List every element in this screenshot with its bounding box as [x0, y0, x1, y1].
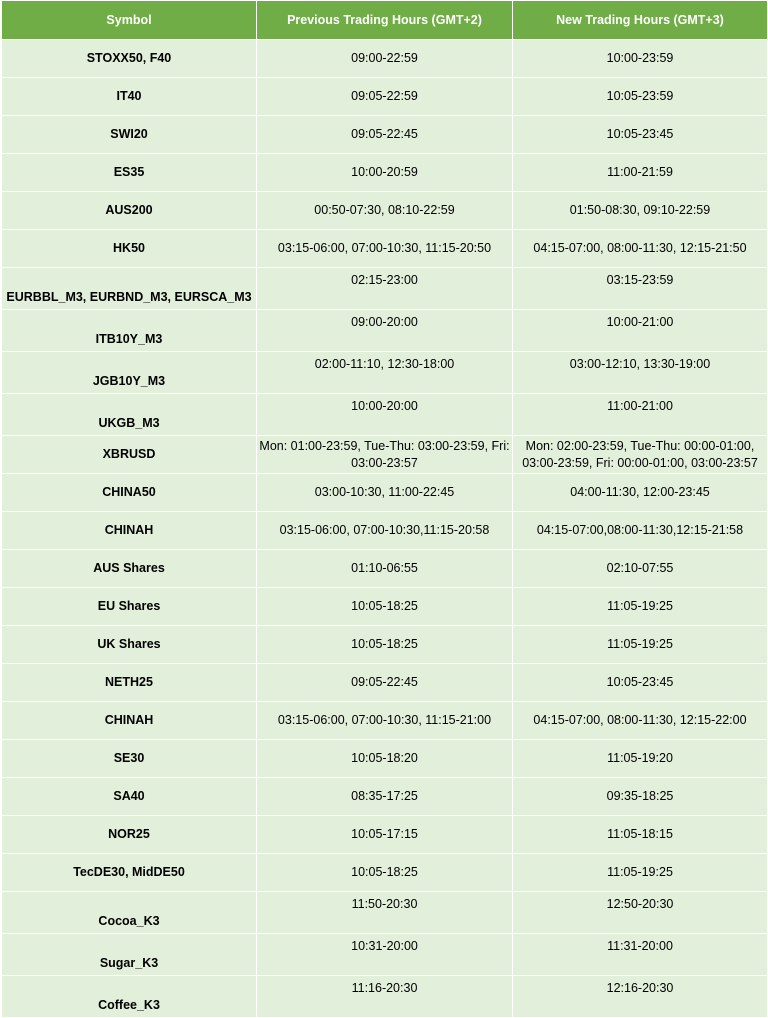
table-row: [2, 116, 768, 154]
symbol-cell: CHINA50: [2, 474, 257, 512]
previous-hours-cell: 10:00-20:00: [257, 394, 513, 436]
new-hours-cell: Mon: 02:00-23:59, Tue-Thu: 00:00-01:00, 03:00-23:59, Fri: 00:00-01:00, 03:00-23:57: [513, 436, 768, 474]
symbol-cell: HK50: [2, 230, 257, 268]
previous-hours-cell: 10:05-18:25: [257, 588, 513, 626]
symbol-cell: SE30: [2, 740, 257, 778]
new-hours-cell: 11:05-19:25: [513, 854, 768, 892]
new-hours-cell: 10:05-23:45: [513, 116, 768, 154]
table-row: [2, 154, 768, 192]
table-row: [2, 892, 768, 934]
symbol-cell: UK Shares: [2, 626, 257, 664]
table-body: [2, 40, 768, 1018]
symbol-cell: ES35: [2, 154, 257, 192]
symbol-cell: IT40: [2, 78, 257, 116]
table-row: [2, 40, 768, 78]
header-previous-hours: Previous Trading Hours (GMT+2): [257, 1, 513, 40]
symbol-cell: Sugar_K3: [2, 934, 257, 976]
symbol-cell: NETH25: [2, 664, 257, 702]
header-new-hours: New Trading Hours (GMT+3): [513, 1, 768, 40]
symbol-cell: CHINAH: [2, 512, 257, 550]
previous-hours-cell: 09:05-22:59: [257, 78, 513, 116]
symbol-cell: ITB10Y_M3: [2, 310, 257, 352]
table-row: [2, 474, 768, 512]
new-hours-cell: 03:00-12:10, 13:30-19:00: [513, 352, 768, 394]
new-hours-cell: 04:15-07:00, 08:00-11:30, 12:15-21:50: [513, 230, 768, 268]
table-row: [2, 394, 768, 436]
new-hours-cell: 10:05-23:59: [513, 78, 768, 116]
previous-hours-cell: 10:05-18:20: [257, 740, 513, 778]
previous-hours-cell: 11:16-20:30: [257, 976, 513, 1018]
table-row: [2, 740, 768, 778]
symbol-cell: SA40: [2, 778, 257, 816]
symbol-cell: EURBBL_M3, EURBND_M3, EURSCA_M3: [2, 268, 257, 310]
table-row: [2, 778, 768, 816]
symbol-cell: AUS200: [2, 192, 257, 230]
new-hours-cell: 11:00-21:59: [513, 154, 768, 192]
table-row: [2, 702, 768, 740]
previous-hours-cell: 09:05-22:45: [257, 116, 513, 154]
previous-hours-cell: Mon: 01:00-23:59, Tue-Thu: 03:00-23:59, Fri: 03:00-23:57: [257, 436, 513, 474]
table-header: [2, 1, 768, 40]
symbol-cell: XBRUSD: [2, 436, 257, 474]
table-row: [2, 192, 768, 230]
table-row: [2, 976, 768, 1018]
symbol-cell: Coffee_K3: [2, 976, 257, 1018]
table-row: [2, 854, 768, 892]
header-symbol: Symbol: [2, 1, 257, 40]
new-hours-cell: 04:15-07:00,08:00-11:30,12:15-21:58: [513, 512, 768, 550]
symbol-cell: CHINAH: [2, 702, 257, 740]
table-row: [2, 512, 768, 550]
previous-hours-cell: 03:00-10:30, 11:00-22:45: [257, 474, 513, 512]
table-row: [2, 78, 768, 116]
new-hours-cell: 11:31-20:00: [513, 934, 768, 976]
previous-hours-cell: 10:05-17:15: [257, 816, 513, 854]
symbol-cell: EU Shares: [2, 588, 257, 626]
table-row: [2, 268, 768, 310]
new-hours-cell: 01:50-08:30, 09:10-22:59: [513, 192, 768, 230]
previous-hours-cell: 10:31-20:00: [257, 934, 513, 976]
new-hours-cell: 11:05-18:15: [513, 816, 768, 854]
previous-hours-cell: 09:05-22:45: [257, 664, 513, 702]
table-row: [2, 626, 768, 664]
new-hours-cell: 03:15-23:59: [513, 268, 768, 310]
table-row: [2, 588, 768, 626]
previous-hours-cell: 03:15-06:00, 07:00-10:30, 11:15-21:00: [257, 702, 513, 740]
table-row: [2, 310, 768, 352]
symbol-cell: JGB10Y_M3: [2, 352, 257, 394]
previous-hours-cell: 01:10-06:55: [257, 550, 513, 588]
symbol-cell: AUS Shares: [2, 550, 257, 588]
new-hours-cell: 10:00-21:00: [513, 310, 768, 352]
symbol-cell: UKGB_M3: [2, 394, 257, 436]
new-hours-cell: 12:16-20:30: [513, 976, 768, 1018]
previous-hours-cell: 02:15-23:00: [257, 268, 513, 310]
previous-hours-cell: 10:05-18:25: [257, 854, 513, 892]
symbol-cell: SWI20: [2, 116, 257, 154]
new-hours-cell: 12:50-20:30: [513, 892, 768, 934]
table-row: [2, 550, 768, 588]
previous-hours-cell: 10:05-18:25: [257, 626, 513, 664]
previous-hours-cell: 08:35-17:25: [257, 778, 513, 816]
new-hours-cell: 10:00-23:59: [513, 40, 768, 78]
previous-hours-cell: 00:50-07:30, 08:10-22:59: [257, 192, 513, 230]
previous-hours-cell: 11:50-20:30: [257, 892, 513, 934]
header-row: [2, 1, 768, 40]
trading-hours-table: [1, 0, 768, 1018]
symbol-cell: STOXX50, F40: [2, 40, 257, 78]
previous-hours-cell: 03:15-06:00, 07:00-10:30, 11:15-20:50: [257, 230, 513, 268]
symbol-cell: NOR25: [2, 816, 257, 854]
new-hours-cell: 09:35-18:25: [513, 778, 768, 816]
new-hours-cell: 02:10-07:55: [513, 550, 768, 588]
table-row: [2, 230, 768, 268]
previous-hours-cell: 10:00-20:59: [257, 154, 513, 192]
previous-hours-cell: 02:00-11:10, 12:30-18:00: [257, 352, 513, 394]
new-hours-cell: 11:05-19:25: [513, 626, 768, 664]
table-row: [2, 664, 768, 702]
new-hours-cell: 04:00-11:30, 12:00-23:45: [513, 474, 768, 512]
new-hours-cell: 04:15-07:00, 08:00-11:30, 12:15-22:00: [513, 702, 768, 740]
new-hours-cell: 11:05-19:20: [513, 740, 768, 778]
table-row: [2, 816, 768, 854]
table-row: [2, 436, 768, 474]
previous-hours-cell: 09:00-20:00: [257, 310, 513, 352]
new-hours-cell: 11:05-19:25: [513, 588, 768, 626]
table-row: [2, 934, 768, 976]
table-row: [2, 352, 768, 394]
symbol-cell: Cocoa_K3: [2, 892, 257, 934]
symbol-cell: TecDE30, MidDE50: [2, 854, 257, 892]
new-hours-cell: 11:00-21:00: [513, 394, 768, 436]
previous-hours-cell: 09:00-22:59: [257, 40, 513, 78]
previous-hours-cell: 03:15-06:00, 07:00-10:30,11:15-20:58: [257, 512, 513, 550]
new-hours-cell: 10:05-23:45: [513, 664, 768, 702]
